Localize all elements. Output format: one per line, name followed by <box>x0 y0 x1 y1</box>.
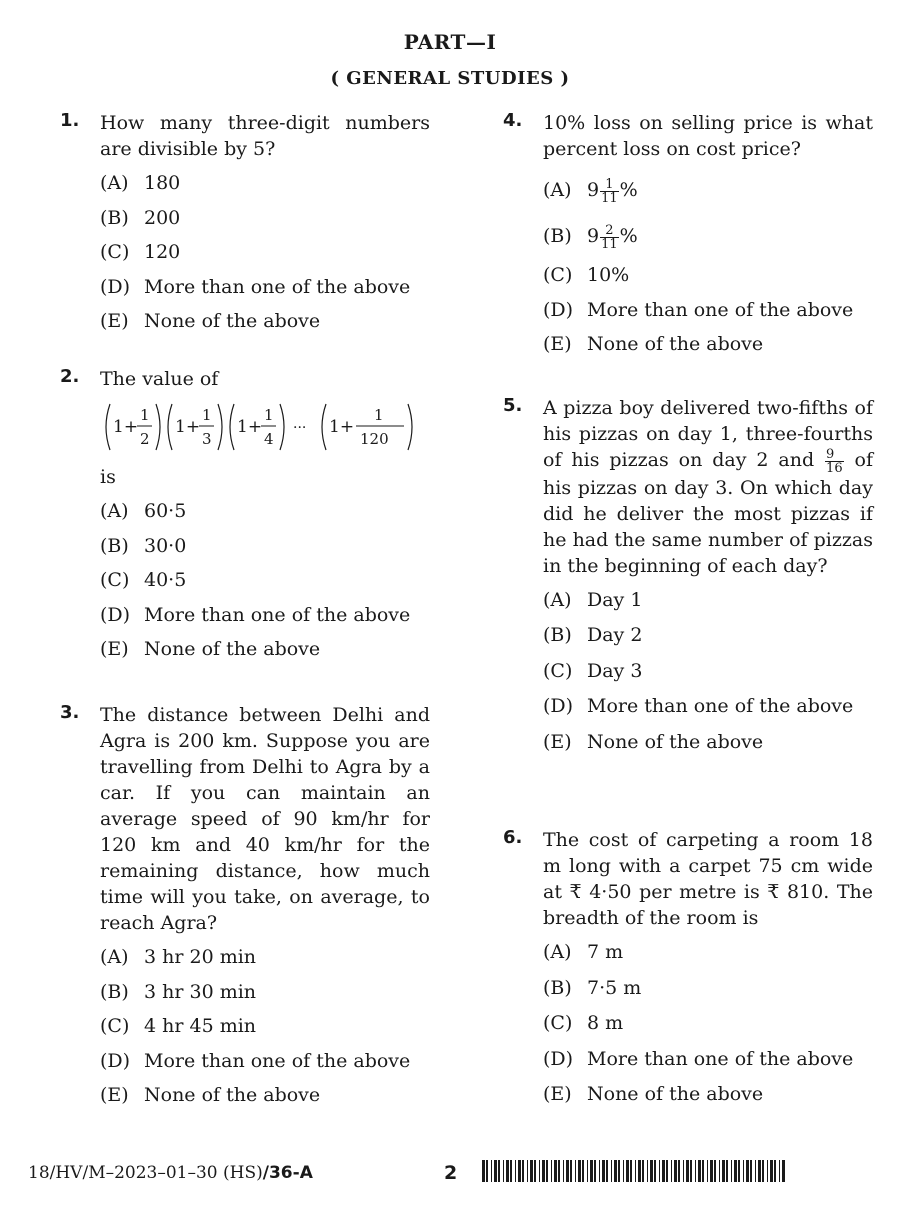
option-c[interactable]: (C) 4 hr 45 min <box>100 1015 257 1037</box>
question-3 <box>60 702 430 1117</box>
svg-text:1+: 1+ <box>237 417 263 437</box>
option-e[interactable]: (E) None of the above <box>543 1083 764 1105</box>
fraction: $\frac{1}{11}$ <box>601 176 618 206</box>
question-number: 5. <box>503 395 523 416</box>
question-text: How many three-digit numbers are divisible by 5? <box>100 112 430 160</box>
option-a[interactable]: (A) 9 $\frac{1}{11}$ % <box>543 176 638 206</box>
question-number: 6. <box>503 827 523 848</box>
options-list <box>100 498 430 671</box>
option-c[interactable]: (C) 120 <box>100 241 181 263</box>
svg-text:1: 1 <box>374 406 384 424</box>
svg-text:1: 1 <box>264 406 274 424</box>
svg-text:1+: 1+ <box>329 417 355 437</box>
question-1 <box>60 110 430 343</box>
option-b[interactable]: (B) 30·0 <box>100 534 187 557</box>
options-list <box>543 939 873 1117</box>
option-a[interactable]: (A) 7 m <box>543 941 624 963</box>
option-a[interactable]: (A) Day 1 <box>543 588 643 611</box>
svg-text:1+: 1+ <box>113 417 139 437</box>
options-list <box>543 170 873 366</box>
product-expression <box>100 396 430 458</box>
option-c[interactable]: (C) Day 3 <box>543 659 643 682</box>
options-list <box>543 587 873 765</box>
question-number: 4. <box>503 110 523 131</box>
svg-text:···: ··· <box>293 420 307 436</box>
option-b[interactable]: (B) 7·5 m <box>543 976 642 999</box>
options-list <box>100 170 430 343</box>
question-text-tail: is <box>100 466 116 488</box>
option-b[interactable]: (B) Day 2 <box>543 624 643 646</box>
question-number: 2. <box>60 366 80 387</box>
option-e[interactable]: (E) None of the above <box>100 310 321 332</box>
page-number: 2 <box>444 1162 458 1184</box>
section-title: ( GENERAL STUDIES ) <box>330 68 570 89</box>
option-b[interactable]: (B) 200 <box>100 206 181 229</box>
option-a[interactable]: (A) 3 hr 20 min <box>100 946 257 968</box>
option-a[interactable]: (A) 60·5 <box>100 500 187 522</box>
svg-text:1: 1 <box>140 406 150 424</box>
option-b[interactable]: (B) 9 $\frac{2}{11}$ % <box>543 222 638 252</box>
option-d[interactable]: (D) More than one of the above <box>100 1049 411 1072</box>
options-list <box>100 944 430 1117</box>
svg-text:2: 2 <box>140 430 150 448</box>
option-d[interactable]: (D) More than one of the above <box>100 603 411 626</box>
svg-text:3: 3 <box>202 430 212 448</box>
barcode <box>482 1160 788 1182</box>
question-6 <box>503 827 873 1117</box>
option-b[interactable]: (B) 3 hr 30 min <box>100 980 257 1003</box>
question-text: The distance between Delhi and Agra is 200 km. Suppose you are travelling from Delhi to Agra by a car. If you can maintain an average speed of 90 km/hr for 120 km and 40 km/hr for the remaining distance, how much time will you take, on average, to reach Agra? <box>100 704 430 934</box>
option-e[interactable]: (E) None of the above <box>543 730 764 753</box>
question-text: 10% loss on selling price is what percent loss on cost price? <box>543 112 873 160</box>
option-c[interactable]: (C) 8 m <box>543 1012 624 1034</box>
option-d[interactable]: (D) More than one of the above <box>100 275 411 298</box>
question-2 <box>60 366 430 671</box>
svg-text:4: 4 <box>264 430 274 448</box>
question-text: A pizza boy delivered two-fifths of his pizzas on day 1, three-fourths of his pizzas on day 2 and $\frac{9}{16}$ of his pizzas on day 3. On which day did he deliver the most pizzas if he had the same number of pizzas in the beginning of each day? <box>543 397 873 577</box>
question-5 <box>503 395 873 764</box>
svg-text:1: 1 <box>202 406 212 424</box>
option-d[interactable]: (D) More than one of the above <box>543 298 854 321</box>
svg-text:120: 120 <box>360 430 389 448</box>
option-c[interactable]: (C) 10% <box>543 264 630 286</box>
option-e[interactable]: (E) None of the above <box>100 1084 321 1106</box>
option-e[interactable]: (E) None of the above <box>543 333 764 355</box>
svg-text:1+: 1+ <box>175 417 201 437</box>
question-text: The cost of carpeting a room 18 m long with a carpet 75 cm wide at ₹ 4·50 per metre is ₹ 810. The breadth of the room is <box>543 829 873 929</box>
option-d[interactable]: (D) More than one of the above <box>543 695 854 717</box>
paper-code: 18/HV/M–2023–01–30 (HS)/36-A <box>28 1163 313 1183</box>
option-d[interactable]: (D) More than one of the above <box>543 1047 854 1070</box>
option-a[interactable]: (A) 180 <box>100 172 181 194</box>
question-number: 3. <box>60 702 80 723</box>
question-number: 1. <box>60 110 80 131</box>
part-title: PART—I <box>403 30 497 54</box>
fraction: $\frac{9}{16}$ <box>826 446 843 476</box>
question-text: The value of <box>100 368 219 390</box>
fraction: $\frac{2}{11}$ <box>601 222 618 252</box>
question-4 <box>503 110 873 366</box>
option-c[interactable]: (C) 40·5 <box>100 569 187 591</box>
option-e[interactable]: (E) None of the above <box>100 638 321 660</box>
